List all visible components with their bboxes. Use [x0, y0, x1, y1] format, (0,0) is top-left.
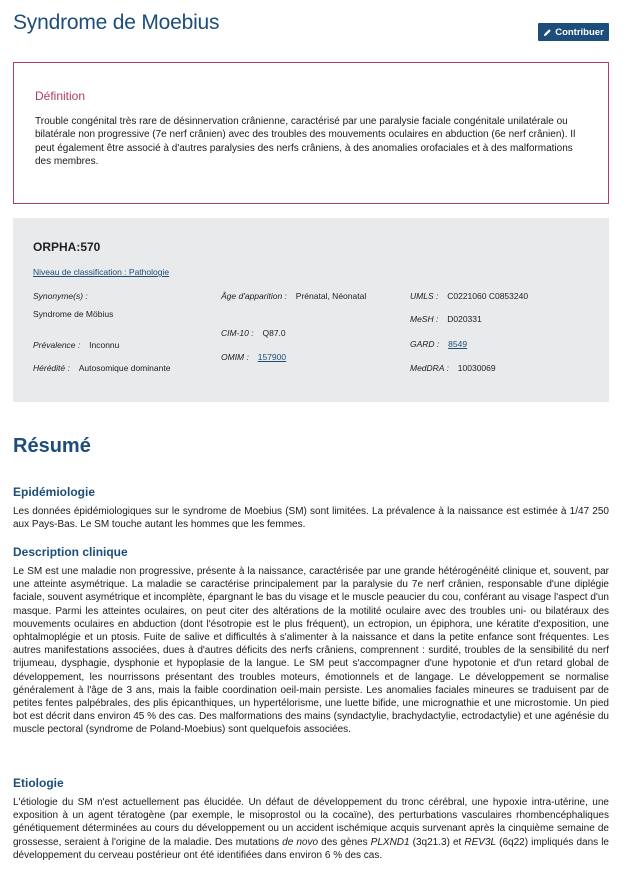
contribute-button[interactable]: [538, 23, 609, 41]
omim-link[interactable]: 157900: [257, 352, 287, 362]
etiology-text: [13, 796, 609, 862]
disease-info-box: [13, 218, 609, 402]
mesh-value: D020331: [447, 314, 482, 324]
epidemiology-title: Epidémiologie: [13, 485, 96, 499]
etiology-text-part: (6q22) impliqués dans le développement du cerveau postérieur ont été identifiées dans environ 6 % des cas.: [13, 836, 609, 861]
clinical-description-text: Le SM est une maladie non progressive, présente à la naissance, caractérisée par une grande hétérogénéité clinique et, souvent, par une atteinte asymétrique. La maladie se caractérise principalement par la paralysie du 7e nerf crânien, responsable d'une diplégie faciale, souvent asymétrique et incomplète, épargnant le bas du visage et le muscle peaucier du cou, conférant au visage l'aspect d'un masque. Parmi les atteintes oculaires, on peut citer des altérations de la motilité oculaire avec des troubles uni- ou bilatéraux des mouvements oculaires en abduction (dont l'ésotropie est le plus fréquent), un ectropion, un épiphora, une kératite d'exposition, une ophtalmoplégie et un ptosis. Fuite de salive et difficultés à s'alimenter à la naissance et dans la petite enfance sont fréquentes. Les autres manifestations associées, dues à d'autres déficits des nerfs crâniens, comprennent : surdité, troubles de la sensibilité du nerf trijumeau, dysphagie, dysphonie et hypoplasie de la langue. Le SM peut s'accompagner d'une hypotonie et d'un retard global de développement, les nourrissons présentant des troubles moteurs, émotionnels et de langage. Le développement se normalise généralement à l'âge de 3 ans, mais la faible coordination oeil-main persiste. Les anomalies faciales mineures se traduisent par de petites fentes palpébrales, des plis épicanthiques, un hypertélorisme, une luette bifide, une micrognathie et une microstomie. Un pied bot est décrit dans environ 45 % des cas. Des malformations des mains (syndactylie, brachydactylie, ectrodactylie) et une agénésie du muscle pectoral (syndrome de Poland-Moebius) sont quelquefois associées.: [13, 566, 609, 736]
gene-plxnd1: PLXND1: [370, 836, 410, 848]
meddra-label: MedDRA :: [410, 363, 449, 373]
orpha-code: ORPHA:570: [33, 240, 101, 254]
etiology-text-part: des gènes: [318, 836, 371, 848]
synonyms-value: Syndrome de Möbius: [33, 309, 114, 319]
synonyms-label: Synonyme(s) :: [33, 291, 88, 301]
umls-value: C0221060 C0853240: [447, 291, 529, 301]
onset-label: Âge d'apparition :: [221, 291, 287, 301]
gard-label: GARD :: [410, 339, 440, 349]
heredity-value: Autosomique dominante: [78, 363, 171, 373]
definition-title: Définition: [35, 89, 86, 103]
pencil-icon: [543, 28, 552, 37]
etiology-denovo: de novo: [282, 836, 319, 848]
omim-label: OMIM :: [221, 352, 249, 362]
etiology-title: Etiologie: [13, 776, 64, 790]
definition-box: [13, 62, 609, 204]
etiology-text-part: (3q21.3) et: [409, 836, 465, 848]
summary-title: Résumé: [13, 435, 91, 457]
contribute-label: Contribuer: [555, 26, 604, 38]
definition-text: Trouble congénital très rare de désinnervation crânienne, caractérisé par une paralysie faciale congénitale unilatérale ou bilatérale non progressive (7e nerf crânien) avec des troubles des mouvements oculaires en abduction (6e nerf crânien). Il peut également être associé à d'autres paralysies des nerfs crâniens, à des anomalies orofaciales et à des malformations des membres.: [35, 116, 576, 167]
onset-value: Prénatal, Néonatal: [295, 291, 367, 301]
heredity-label: Hérédité :: [33, 363, 70, 373]
epidemiology-text: Les données épidémiologiques sur le syndrome de Moebius (SM) sont limitées. La prévalence à la naissance est estimée à 1/47 250 aux Pays-Bas. Le SM touche autant les hommes que les femmes.: [13, 506, 609, 531]
clinical-description-title: Description clinique: [13, 545, 128, 559]
gard-link[interactable]: 8549: [448, 339, 468, 349]
prevalence-value: Inconnu: [89, 340, 120, 350]
etiology-text-part: L'étiologie du SM n'est actuellement pas élucidée. Un défaut de développement du tronc cérébral, une hypoxie intra-utérine, une exposition à un agent tératogène (par exemple, le misoprostol ou la cocaïne), des perturbations vasculaires rhombencéphaliques génétiquement déterminées au cours du développement ou un accident ischémique acquis survenant après la cinquième semaine de grossesse, seraient à l'origine de la maladie. Des mutations: [13, 797, 609, 848]
classification-link[interactable]: Niveau de classification : Pathologie: [33, 267, 170, 277]
icd10-label: CIM-10 :: [221, 328, 254, 338]
meddra-value: 10030069: [457, 363, 496, 373]
umls-label: UMLS :: [410, 291, 439, 301]
page-title: Syndrome de Moebius: [13, 11, 220, 34]
icd10-value: Q87.0: [262, 328, 286, 338]
gene-rev3l: REV3L: [464, 836, 497, 848]
prevalence-label: Prévalence :: [33, 340, 81, 350]
mesh-label: MeSH :: [410, 314, 439, 324]
